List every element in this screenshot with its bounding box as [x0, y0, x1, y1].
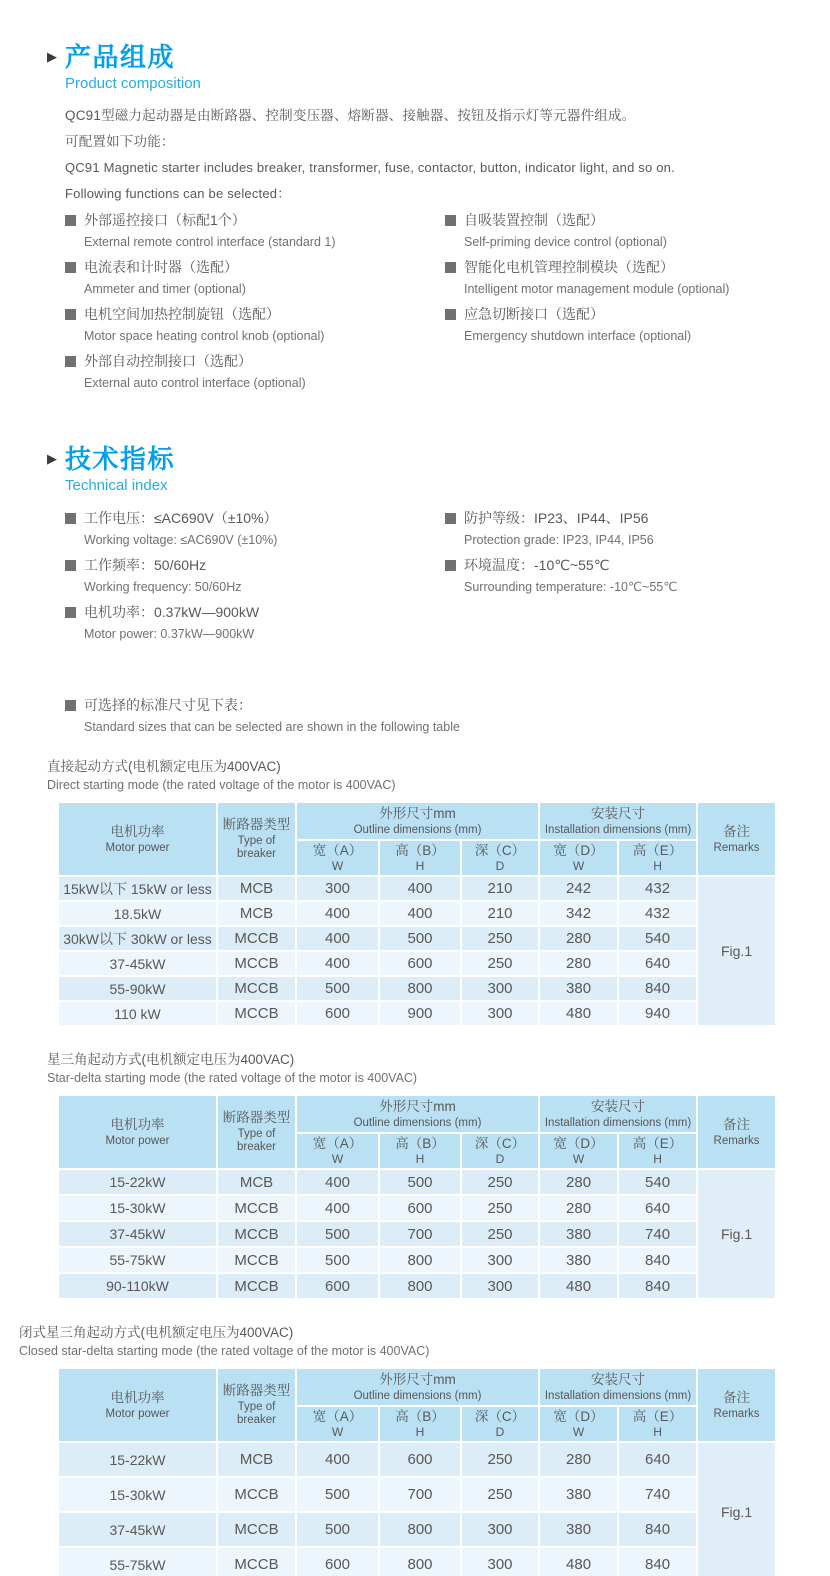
table-cell: 15-30kW [58, 1195, 217, 1221]
table-caption-en: Closed star-delta starting mode (the rated voltage of the motor is 400VAC) [19, 1344, 430, 1358]
table-caption-cn: 闭式星三角起动方式(电机额定电压为400VAC) [19, 1325, 294, 1340]
table-cell: MCCB [217, 1247, 296, 1273]
bullet-square-icon [65, 513, 76, 524]
table-cell: 432 [618, 901, 697, 926]
section-title-en: Product composition [65, 75, 201, 92]
table-cell: 640 [618, 1195, 697, 1221]
col-header-motor-power: 电机功率 Motor power [58, 1095, 217, 1169]
table-cell: 600 [379, 1195, 461, 1221]
table-cell: 400 [296, 1442, 379, 1477]
col-header-height-b: 高（B） H [379, 1133, 461, 1169]
table-cell: 800 [379, 1273, 461, 1299]
table-cell: MCCB [217, 951, 296, 976]
remark-cell: Fig.1 [697, 1169, 776, 1299]
section-arrow-icon: ▶ [47, 49, 57, 64]
section-technical-index [47, 444, 785, 651]
group-header-installation: 安装尺寸 Installation dimensions (mm) [539, 1095, 697, 1133]
table-cell: 600 [296, 1001, 379, 1026]
bullet-label-cn: 外部遥控接口（标配1个） [84, 212, 246, 228]
feature-column-right [445, 212, 785, 400]
table-cell: 15-22kW [58, 1442, 217, 1477]
bullet-label-cn: 可选择的标准尺寸见下表： [84, 697, 252, 713]
bullet-square-icon [65, 309, 76, 320]
bullet-label-en: Working frequency: 50/60Hz [84, 580, 242, 594]
table-cell: 280 [539, 951, 618, 976]
col-header-width-d: 宽（D） W [539, 840, 618, 876]
table-cell: 840 [618, 1273, 697, 1299]
bullet-square-icon [445, 309, 456, 320]
table-cell: 800 [379, 1512, 461, 1547]
section-title-cn: 产品组成 [65, 42, 176, 72]
table-cell: 740 [618, 1477, 697, 1512]
table-row [58, 1477, 776, 1512]
intro-paragraph-en2: Following functions can be selected： [65, 186, 291, 201]
table-cell: 250 [461, 1195, 539, 1221]
bullet-label-en: Self-priming device control (optional) [464, 235, 667, 249]
bullet-label-en: Protection grade: IP23, IP44, IP56 [464, 533, 654, 547]
col-header-height-b: 高（B） H [379, 840, 461, 876]
bullet-item [445, 259, 785, 296]
table-cell: 480 [539, 1547, 618, 1576]
table-row [58, 976, 776, 1001]
table-cell: 640 [618, 1442, 697, 1477]
table-cell: MCCB [217, 1477, 296, 1512]
bullet-label-en: External auto control interface (optional) [84, 376, 306, 390]
table-cell: 300 [461, 1547, 539, 1576]
group-header-outline: 外形尺寸mm Outline dimensions (mm) [296, 1095, 539, 1133]
table-cell: 380 [539, 1221, 618, 1247]
table-cell: 280 [539, 1195, 618, 1221]
bullet-label-cn: 工作频率：50/60Hz [84, 557, 207, 573]
bullet-label-cn: 环境温度：-10℃~55℃ [464, 557, 610, 573]
table-row [58, 1221, 776, 1247]
bullet-label-cn: 电流表和计时器（选配） [84, 259, 238, 275]
table-cell: 380 [539, 1512, 618, 1547]
bullet-square-icon [65, 700, 76, 711]
col-header-motor-power: 电机功率 Motor power [58, 1368, 217, 1442]
table-cell: 280 [539, 926, 618, 951]
table-cell: 380 [539, 1247, 618, 1273]
feature-column-left [65, 212, 445, 400]
table-cell: 210 [461, 901, 539, 926]
table-cell: 18.5kW [58, 901, 217, 926]
col-header-remarks: 备注 Remarks [697, 1095, 776, 1169]
bullet-label-cn: 自吸装置控制（选配） [464, 212, 604, 228]
table-cell: 250 [461, 1221, 539, 1247]
table-cell: 15-22kW [58, 1169, 217, 1195]
bullet-label-en: Intelligent motor management module (optional) [464, 282, 730, 296]
table-cell: 300 [461, 1001, 539, 1026]
spec-columns [65, 510, 785, 651]
group-header-outline: 外形尺寸mm Outline dimensions (mm) [296, 802, 539, 840]
table-cell: 37-45kW [58, 1512, 217, 1547]
table-cell: 250 [461, 926, 539, 951]
remark-cell: Fig.1 [697, 876, 776, 1026]
bullet-label-en: Emergency shutdown interface (optional) [464, 329, 692, 343]
table-cell: 90-110kW [58, 1273, 217, 1299]
table-cell: 280 [539, 1442, 618, 1477]
table-row [58, 1442, 776, 1477]
table-cell: 800 [379, 976, 461, 1001]
standard-sizes-note [65, 697, 785, 734]
dimensions-table-star-delta [57, 1094, 777, 1300]
table-cell: 15-30kW [58, 1477, 217, 1512]
bullet-square-icon [445, 560, 456, 571]
bullet-label-cn: 电机功率：0.37kW—900kW [84, 604, 260, 620]
table-cell: 500 [379, 1169, 461, 1195]
col-header-remarks: 备注 Remarks [697, 802, 776, 876]
table-cell: 55-75kW [58, 1247, 217, 1273]
bullet-label-cn: 外部自动控制接口（选配） [84, 353, 252, 369]
table-cell: 540 [618, 926, 697, 951]
table-caption-en: Direct starting mode (the rated voltage of the motor is 400VAC) [47, 778, 396, 792]
table-row [58, 901, 776, 926]
section-product-composition [47, 42, 785, 400]
intro-paragraph-cn: QC91型磁力起动器是由断路器、控制变压器、熔断器、接触器、按钮及指示灯等元器件组成。 [65, 108, 636, 123]
bullet-square-icon [445, 513, 456, 524]
table-cell: 280 [539, 1169, 618, 1195]
table-cell: 800 [379, 1547, 461, 1576]
table-cell: 37-45kW [58, 951, 217, 976]
col-header-motor-power: 电机功率 Motor power [58, 802, 217, 876]
bullet-item [65, 306, 445, 343]
bullet-label-en: Working voltage: ≤AC690V (±10%) [84, 533, 278, 547]
table-cell: 600 [296, 1273, 379, 1299]
bullet-square-icon [445, 262, 456, 273]
table-cell: 840 [618, 1547, 697, 1576]
table-cell: MCCB [217, 1221, 296, 1247]
table-row [58, 1195, 776, 1221]
bullet-label-cn: 电机空间加热控制旋钮（选配） [84, 306, 280, 322]
table-cell: 840 [618, 976, 697, 1001]
table-cell: MCCB [217, 1001, 296, 1026]
table-cell: 700 [379, 1477, 461, 1512]
table-cell: 400 [296, 1169, 379, 1195]
table-cell: 640 [618, 951, 697, 976]
table-cell: MCB [217, 1442, 296, 1477]
table-cell: 380 [539, 976, 618, 1001]
col-header-width-d: 宽（D） W [539, 1133, 618, 1169]
table-cell: 250 [461, 1442, 539, 1477]
bullet-square-icon [445, 215, 456, 226]
bullet-item [65, 510, 445, 547]
table-cell: 740 [618, 1221, 697, 1247]
table-cell: 500 [296, 1477, 379, 1512]
group-header-outline: 外形尺寸mm Outline dimensions (mm) [296, 1368, 539, 1406]
table-cell: MCB [217, 876, 296, 901]
table-cell: 800 [379, 1247, 461, 1273]
col-header-width-a: 宽（A） W [296, 1406, 379, 1442]
intro-paragraph-cn2: 可配置如下功能： [65, 134, 175, 149]
spec-column-right [445, 510, 785, 651]
col-header-breaker-type: 断路器类型 Type of breaker [217, 1368, 296, 1442]
table-row [58, 1001, 776, 1026]
table-cell: 480 [539, 1273, 618, 1299]
col-header-breaker-type: 断路器类型 Type of breaker [217, 1095, 296, 1169]
bullet-item [65, 212, 445, 249]
bullet-square-icon [65, 262, 76, 273]
table-cell: MCCB [217, 1273, 296, 1299]
table-cell: MCCB [217, 1512, 296, 1547]
bullet-label-en: Standard sizes that can be selected are shown in the following table [84, 720, 460, 734]
table-cell: 250 [461, 1169, 539, 1195]
table-cell: MCCB [217, 976, 296, 1001]
table-cell: MCB [217, 901, 296, 926]
table-cell: 300 [461, 976, 539, 1001]
section-arrow-icon: ▶ [47, 451, 57, 466]
table-cell: 342 [539, 901, 618, 926]
col-header-breaker-type: 断路器类型 Type of breaker [217, 802, 296, 876]
table-cell: 55-75kW [58, 1547, 217, 1576]
bullet-item [445, 557, 785, 594]
table-cell: 400 [296, 951, 379, 976]
table-cell: 300 [461, 1247, 539, 1273]
bullet-square-icon [65, 560, 76, 571]
table-cell: 250 [461, 951, 539, 976]
table-cell: 210 [461, 876, 539, 901]
bullet-label-en: External remote control interface (standard 1) [84, 235, 336, 249]
bullet-item [65, 259, 445, 296]
table-row [58, 951, 776, 976]
table-cell: 400 [296, 1195, 379, 1221]
table-cell: 380 [539, 1477, 618, 1512]
table-row [58, 1512, 776, 1547]
col-header-height-e: 高（E） H [618, 1406, 697, 1442]
bullet-label-en: Surrounding temperature: -10℃~55℃ [464, 580, 678, 594]
bullet-label-cn: 应急切断接口（选配） [464, 306, 604, 322]
table-caption-cn: 星三角起动方式(电机额定电压为400VAC) [47, 1052, 295, 1067]
table-cell: 540 [618, 1169, 697, 1195]
col-header-height-e: 高（E） H [618, 1133, 697, 1169]
table-cell: 500 [379, 926, 461, 951]
bullet-item [65, 604, 445, 641]
dimensions-table-closed-star-delta [57, 1367, 777, 1576]
table-cell: 300 [461, 1273, 539, 1299]
intro-paragraph-en: QC91 Magnetic starter includes breaker, transformer, fuse, contactor, button, indicator light, and so on. [65, 160, 675, 175]
table-row [58, 1247, 776, 1273]
table-cell: 900 [379, 1001, 461, 1026]
table-cell: 30kW以下 30kW or less [58, 926, 217, 951]
table-cell: 500 [296, 976, 379, 1001]
table-cell: 400 [296, 901, 379, 926]
table-cell: 300 [296, 876, 379, 901]
table-cell: 700 [379, 1221, 461, 1247]
col-header-depth-c: 深（C） D [461, 1133, 539, 1169]
bullet-label-en: Motor power: 0.37kW—900kW [84, 627, 255, 641]
section-title-en: Technical index [65, 477, 168, 494]
table-row [58, 926, 776, 951]
col-header-width-a: 宽（A） W [296, 1133, 379, 1169]
col-header-depth-c: 深（C） D [461, 840, 539, 876]
table-cell: 110 kW [58, 1001, 217, 1026]
table-row [58, 1547, 776, 1576]
remark-cell: Fig.1 [697, 1442, 776, 1576]
table-cell: MCB [217, 1169, 296, 1195]
table-cell: 500 [296, 1221, 379, 1247]
table-cell: 432 [618, 876, 697, 901]
table-block-star-delta [47, 1051, 785, 1300]
group-header-installation: 安装尺寸 Installation dimensions (mm) [539, 802, 697, 840]
col-header-width-d: 宽（D） W [539, 1406, 618, 1442]
table-cell: MCCB [217, 1195, 296, 1221]
bullet-square-icon [65, 607, 76, 618]
table-cell: MCCB [217, 1547, 296, 1576]
bullet-label-en: Motor space heating control knob (optional) [84, 329, 325, 343]
bullet-item [445, 212, 785, 249]
col-header-height-e: 高（E） H [618, 840, 697, 876]
table-cell: 250 [461, 1477, 539, 1512]
bullet-item [65, 557, 445, 594]
table-cell: MCCB [217, 926, 296, 951]
group-header-installation: 安装尺寸 Installation dimensions (mm) [539, 1368, 697, 1406]
col-header-width-a: 宽（A） W [296, 840, 379, 876]
table-block-closed-star-delta [19, 1324, 785, 1576]
bullet-item [65, 697, 785, 734]
bullet-label-en: Ammeter and timer (optional) [84, 282, 246, 296]
table-cell: 500 [296, 1247, 379, 1273]
table-block-direct-starting [47, 758, 785, 1027]
bullet-item [65, 353, 445, 390]
bullet-label-cn: 智能化电机管理控制模块（选配） [464, 259, 674, 275]
section-title-cn: 技术指标 [65, 444, 176, 474]
col-header-height-b: 高（B） H [379, 1406, 461, 1442]
table-cell: 600 [296, 1547, 379, 1576]
dimensions-table-direct [57, 801, 777, 1027]
table-caption-en: Star-delta starting mode (the rated voltage of the motor is 400VAC) [47, 1071, 418, 1085]
col-header-remarks: 备注 Remarks [697, 1368, 776, 1442]
table-cell: 55-90kW [58, 976, 217, 1001]
table-row [58, 1169, 776, 1195]
table-cell: 840 [618, 1247, 697, 1273]
table-cell: 480 [539, 1001, 618, 1026]
table-cell: 600 [379, 1442, 461, 1477]
table-row [58, 876, 776, 901]
bullet-square-icon [65, 356, 76, 367]
bullet-label-cn: 工作电压：≤AC690V（±10%） [84, 510, 278, 526]
spec-column-left [65, 510, 445, 651]
table-cell: 400 [379, 901, 461, 926]
table-cell: 37-45kW [58, 1221, 217, 1247]
table-cell: 300 [461, 1512, 539, 1547]
table-cell: 15kW以下 15kW or less [58, 876, 217, 901]
table-cell: 500 [296, 1512, 379, 1547]
table-row [58, 1273, 776, 1299]
table-cell: 840 [618, 1512, 697, 1547]
table-cell: 600 [379, 951, 461, 976]
col-header-depth-c: 深（C） D [461, 1406, 539, 1442]
table-cell: 940 [618, 1001, 697, 1026]
table-cell: 400 [379, 876, 461, 901]
table-cell: 400 [296, 926, 379, 951]
feature-columns [65, 212, 785, 400]
bullet-label-cn: 防护等级：IP23、IP44、IP56 [464, 510, 649, 526]
table-caption-cn: 直接起动方式(电机额定电压为400VAC) [47, 759, 281, 774]
bullet-square-icon [65, 215, 76, 226]
bullet-item [445, 510, 785, 547]
bullet-item [445, 306, 785, 343]
table-cell: 242 [539, 876, 618, 901]
